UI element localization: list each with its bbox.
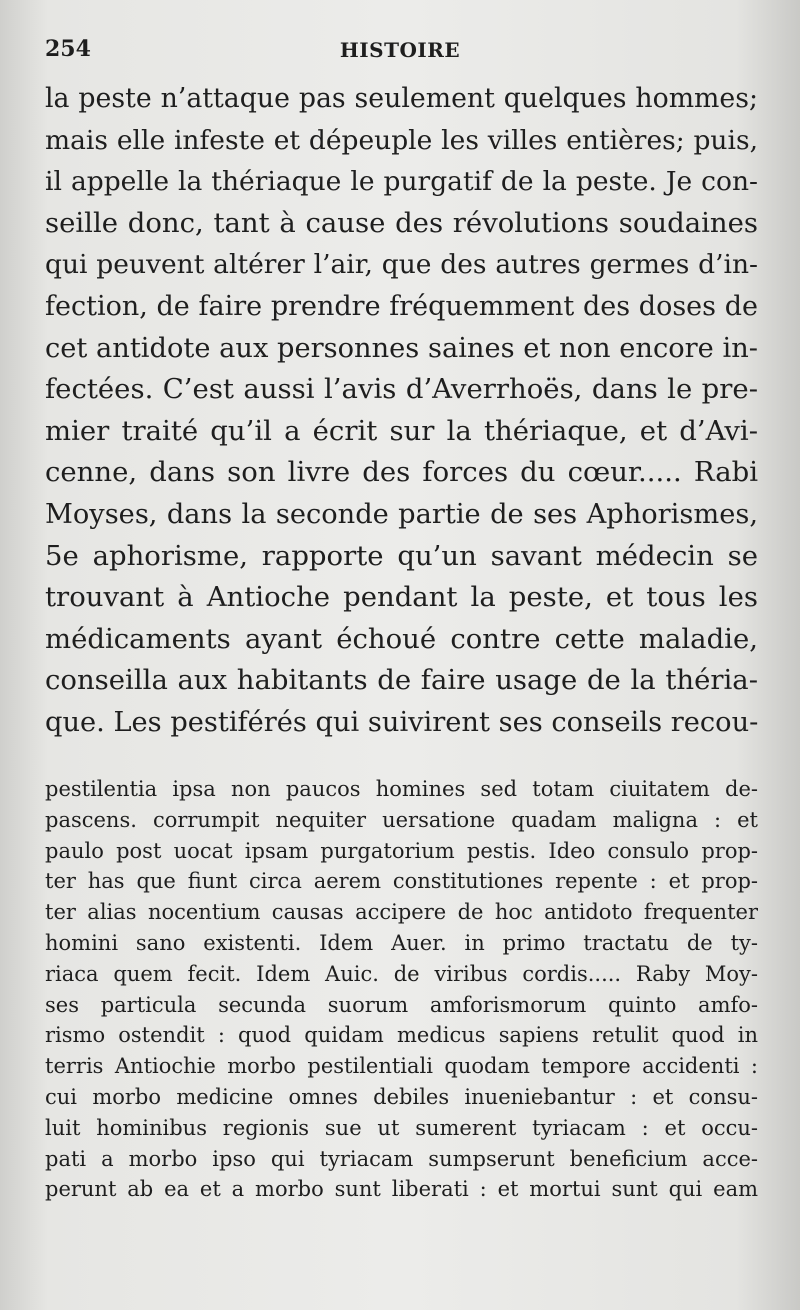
latin-line: homini sano existenti. Idem Auer. in primo tractatu de ty- <box>45 930 758 955</box>
latin-line: luit hominibus regionis sue ut sumerent tyriacam : et occu- <box>45 1115 758 1140</box>
running-title: HISTOIRE <box>339 38 461 62</box>
latin-line: ses particula secunda suorum amforismorum quinto amfo- <box>45 992 758 1017</box>
french-line: il appelle la thériaque le purgatif de la peste. Je con- <box>45 166 758 198</box>
french-line: conseilla aux habitants de faire usage de la théria- <box>45 664 758 697</box>
latin-line: cui morbo medicine omnes debiles inueniebantur : et consu- <box>45 1084 758 1109</box>
french-line: mier traité qu’il a écrit sur la thériaque, et d’Avi- <box>45 414 758 447</box>
latin-line: perunt ab ea et a morbo sunt liberati : et mortui sunt qui eam <box>45 1177 758 1202</box>
latin-line: pati a morbo ipso qui tyriacam sumpserunt beneficium acce- <box>45 1146 758 1171</box>
french-line: cenne, dans son livre des forces du cœur..... Rabi <box>45 456 758 489</box>
french-line: 5e aphorisme, rapporte qu’un savant médecin se <box>45 539 758 572</box>
french-line: médicaments ayant échoué contre cette maladie, <box>45 622 758 655</box>
french-line: cet antidote aux personnes saines et non encore in- <box>45 332 758 364</box>
running-head <box>45 36 755 72</box>
latin-line: ter has que fiunt circa aerem constitutiones repente : et prop- <box>45 869 758 894</box>
latin-line: ter alias nocentium causas accipere de hoc antidoto frequenter <box>45 900 758 925</box>
french-line: qui peuvent altérer l’air, que des autres germes d’in- <box>45 249 758 281</box>
latin-line: rismo ostendit : quod quidam medicus sapiens retulit quod in <box>45 1023 758 1048</box>
latin-line: paulo post uocat ipsam purgatorium pestis. Ideo consulo prop- <box>45 838 758 863</box>
latin-footnote-text <box>45 774 758 1205</box>
french-line: la peste n’attaque pas seulement quelques hommes; <box>45 83 758 114</box>
latin-line: pestilentia ipsa non paucos homines sed totam ciuitatem de- <box>45 777 758 801</box>
french-line: fection, de faire prendre fréquemment des doses de <box>45 290 758 322</box>
page-number: 254 <box>45 36 91 62</box>
latin-line: terris Antiochie morbo pestilentiali quodam tempore accidenti : <box>45 1054 758 1079</box>
french-line: que. Les pestiférés qui suivirent ses conseils recou- <box>45 706 758 738</box>
french-line: Moyses, dans la seconde partie de ses Aphorismes, <box>45 498 758 530</box>
french-line: trouvant à Antioche pendant la peste, et tous les <box>45 581 758 614</box>
french-translation-text <box>45 78 758 744</box>
french-line: fectées. C’est aussi l’avis d’Averrhoës, dans le pre- <box>45 373 758 406</box>
french-line: mais elle infeste et dépeuple les villes entières; puis, <box>45 124 758 156</box>
latin-line: pascens. corrumpit nequiter uersatione quadam maligna : et <box>45 807 758 832</box>
french-line: seille donc, tant à cause des révolutions soudaines <box>45 206 758 239</box>
latin-line: riaca quem fecit. Idem Auic. de viribus cordis..... Raby Moy- <box>45 961 758 986</box>
